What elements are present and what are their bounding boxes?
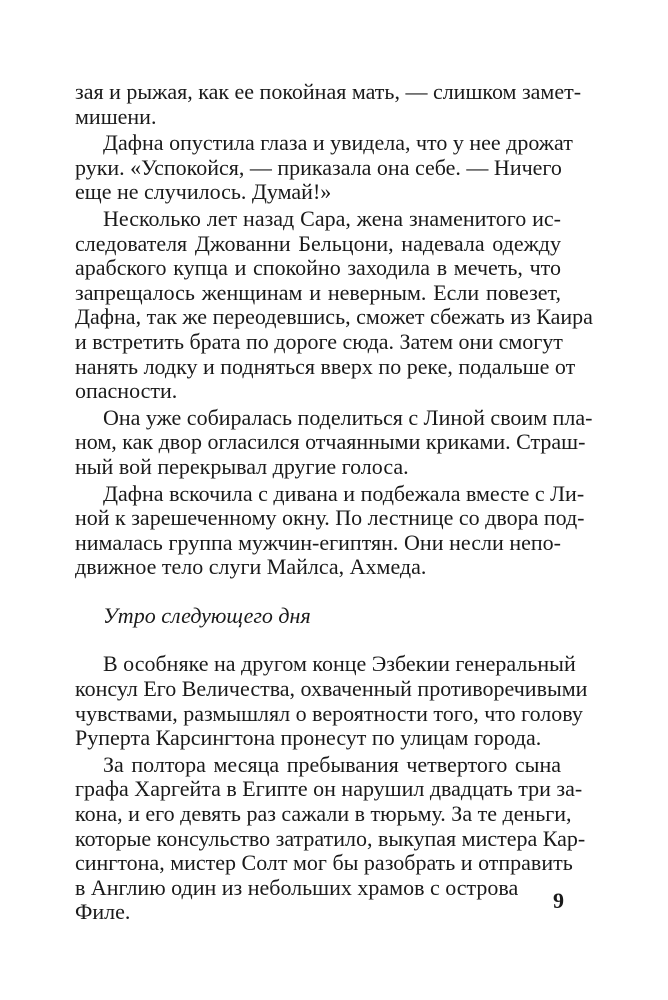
text-line: ной к зарешеченному окну. По лестнице со двора под- <box>75 505 585 531</box>
text-line: консул Его Величества, охваченный противоречивыми <box>75 676 588 702</box>
text-line: ном, как двор огласился отчаянными криками. Страш- <box>75 429 586 455</box>
text-line: Руперта Карсингтона пронесут по улицам города. <box>75 725 542 751</box>
text-line: нанять лодку и подняться вверх по реке, подальше от <box>75 353 576 379</box>
text-line: зая и рыжая, как ее покойная мать, — слишком замет- <box>75 79 582 104</box>
text-line: арабского купца и спокойно заходила в мечеть, что <box>75 255 561 281</box>
text-line: нималась группа мужчин-египтян. Они несли непо- <box>75 529 561 555</box>
text-line: сингтона, мистер Солт мог бы разобрать и отправить <box>75 850 573 876</box>
text-line: Дафна вскочила с дивана и подбежала вместе с Ли- <box>103 480 585 506</box>
text-line: кона, и его девять раз сажали в тюрьму. За те деньги, <box>75 801 572 827</box>
paragraph <box>75 751 586 925</box>
text-line: и встретить брата по дороге сюда. Затем они смогут <box>75 328 563 354</box>
text-line: В особняке на другом конце Эзбекии генеральный <box>103 651 576 677</box>
text-line: графа Харгейта в Египте он нарушил двадцать три за- <box>75 776 583 802</box>
text-line: Несколько лет назад Сара, жена знаменитого ис- <box>103 205 561 231</box>
section-heading: Утро следующего дня <box>103 602 311 628</box>
paragraph <box>75 651 588 751</box>
text-line: следователя Джованни Бельцони, надевала одежду <box>75 230 561 256</box>
text-line: ный вой перекрывал другие голоса. <box>75 453 409 479</box>
paragraph <box>75 480 585 580</box>
text-line: которые консульство затратило, выкупая мистера Кар- <box>75 825 586 851</box>
text-line: чувствами, размышлял о вероятности того, что голову <box>75 700 583 726</box>
text-line: руки. «Успокойся, — приказала она себе. — Ничего <box>75 154 562 180</box>
text-line: мишени. <box>75 103 157 129</box>
text-line: еще не случилось. Думай!» <box>75 179 332 205</box>
text-line: Она уже собиралась поделиться с Линой своим пла- <box>103 404 593 430</box>
book-page <box>75 79 593 925</box>
paragraph <box>75 130 573 205</box>
text-line: За полтора месяца пребывания четвертого сына <box>103 751 561 777</box>
text-line: запрещалось женщинам и неверным. Если повезет, <box>75 279 561 305</box>
text-line: Дафна, так же переодевшись, сможет сбежать из Каира <box>75 304 593 330</box>
text-line: в Англию один из небольших храмов с острова <box>75 874 519 900</box>
page-number: 9 <box>553 888 564 913</box>
paragraph <box>75 205 593 404</box>
text-line: Филе. <box>75 899 131 925</box>
text-line: опасности. <box>75 378 178 404</box>
text-line: Дафна опустила глаза и увидела, что у нее дрожат <box>103 130 573 156</box>
paragraph-continuation <box>75 79 582 129</box>
paragraph <box>75 404 593 480</box>
text-line: движное тело слуги Майлса, Ахмеда. <box>75 554 427 580</box>
